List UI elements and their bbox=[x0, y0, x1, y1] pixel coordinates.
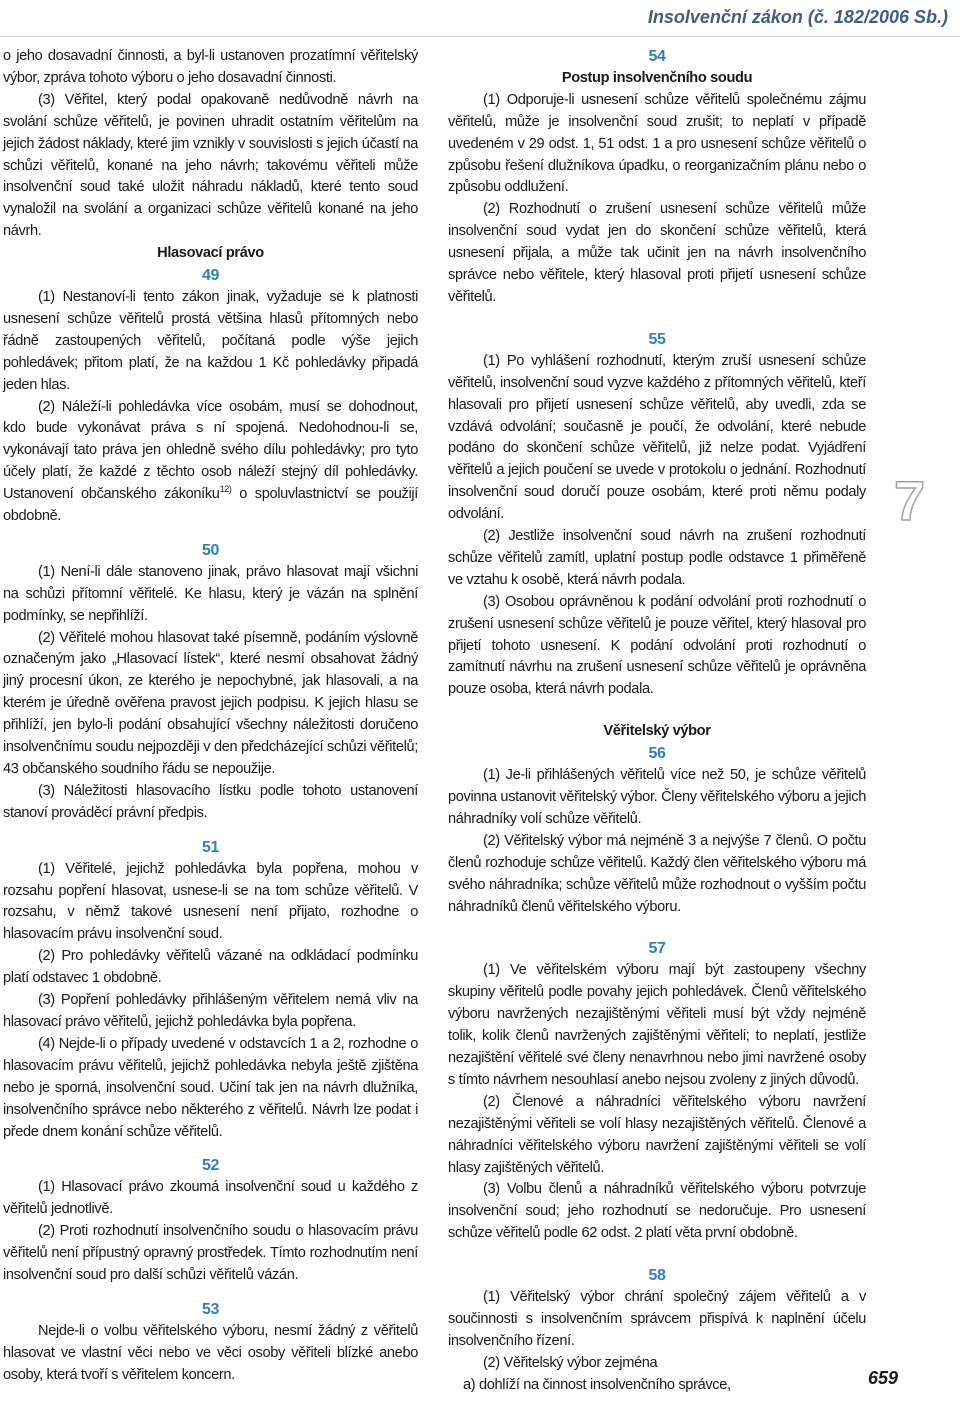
paragraph: (2) Věřitelé mohou hlasovat také písemně, podáním výslovně označeným jako „Hlasovací lístek“, které nesmí obsahovat žádný jiný procesní úkon, ze kterého je nepochybné, jak hlasovali, a na kterém je úředně ověřena pravost jejich podpisu. K jejich hlasu se přihlíží, jen bylo-li podání obsahující všechny náležitosti doručeno insolvenčnímu soudu nejpozději v den předcházející schůzi věřitelů; 43 občanského soudního řádu se nepoužije. bbox=[3, 629, 418, 777]
paragraph: (2) Věřitelský výbor zejména bbox=[483, 1354, 658, 1371]
section-number: 57 bbox=[648, 940, 666, 958]
section-number: 51 bbox=[201, 838, 220, 856]
paragraph: (4) Nejde-li o případy uvedené v odstavcích 1 a 2, rozhodne o hlasovacím právu věřitelů, jejichž pohledávka nebyla ještě zjištěna nebo je sporná, insolvenční soud. Učiní tak jen na návrh dlužníka, insolvenčního správce nebo některého z věřitelů. Návrh lze podat i přede dnem konání schůze věřitelů. bbox=[3, 1035, 418, 1140]
left-column bbox=[3, 46, 418, 1386]
section-heading: Postup insolvenčního soudu bbox=[561, 69, 753, 86]
paragraph: (1) Není-li dále stanoveno jinak, právo hlasovat mají všichni na schůzi přítomní věřitelé. Ke hlasu, který je vázán na splnění podmínky, se nepřihlíží. bbox=[3, 563, 418, 624]
paragraph: (3) Volbu členů a náhradníků věřitelského výboru potvrzuje insolvenční soud; jeho rozhodnutí se nedoručuje. Pro usnesení schůze věřitelů podle 62 odst. 2 platí věta první obdobně. bbox=[448, 1181, 866, 1242]
chapter-marker: 7 bbox=[894, 469, 926, 532]
paragraph: (1) Věřitelský výbor chrání společný zájem věřitelů a v součinnosti s insolvenčním správcem přispívá k naplnění účelu insolvenčního řízení. bbox=[448, 1289, 866, 1349]
paragraph: (2) Proti rozhodnutí insolvenčního soudu o hlasovacím právu věřitelů není přípustný opravný prostředek. Tímto rozhodnutím není insolvenční soud pro další schůzi věřitelů vázán. bbox=[3, 1223, 418, 1283]
section-number: 56 bbox=[648, 745, 666, 763]
paragraph: (1) Ve věřitelském výboru mají být zastoupeny všechny skupiny věřitelů podle povahy jejich pohledávek. Členů věřitelského výboru navržených nezajištěnými věřiteli musí být vždy nejméně tolik, kolik členů navržených zajištěnými věřiteli; to neplatí, jestliže nezajištění věřitelé své členy nenavrhnou nebo jimi navržené osoby s tímto návrhem nesouhlasí anebo nejsou zvoleny z jiných důvodů. bbox=[448, 962, 866, 1088]
paragraph: (1) Odporuje-li usnesení schůze věřitelů společnému zájmu věřitelů, může je insolvenční soud zrušit; to neplatí v případě uvedeném v 29 odst. 1, 51 odst. 1 a pro usnesení schůze věřitelů o způsobu řešení dlužníkova úpadku, o reorganizačním plánu nebo o způsobu oddlužení. bbox=[448, 91, 866, 196]
paragraph: (2) Rozhodnutí o zrušení usnesení schůze věřitelů může insolvenční soud vydat jen do skončení schůze věřitelů, která usnesení přijala, a může tak učinit jen na návrh insolvenčního správce nebo věřitele, který hlasoval proti přijetí usnesení schůze věřitelů. bbox=[448, 201, 866, 305]
header-rule bbox=[0, 36, 960, 37]
paragraph-text: o spoluvlastnictví se použijí obdobně. bbox=[3, 486, 418, 525]
paragraph: (3) Náležitosti hlasovacího lístku podle tohoto ustanovení stanoví prováděcí právní předpis. bbox=[3, 782, 418, 821]
right-column bbox=[448, 46, 866, 1397]
paragraph: (1) Je-li přihlášených věřitelů více než 50, je schůze věřitelů povinna ustanovit věřitelský výbor. Členy věřitelského výboru a jejich náhradníky volí schůze věřitelů. bbox=[448, 767, 866, 827]
running-head-title: Insolvenční zákon (č. 182/2006 Sb.) bbox=[647, 7, 948, 27]
section-number: 50 bbox=[201, 541, 220, 559]
section-number: 49 bbox=[201, 267, 220, 285]
paragraph-text: (2) Náleží-li pohledávka více osobám, musí se dohodnout, kdo bude vykonávat práva s ní spojená. Nedohodnou-li se, vykonávají tato práva jen ohledně svého dílu pohledávky; pro tyto účely platí, že každé z těchto osob náleží stejný díl pohledávky. Ustanovení občanského zákoníku bbox=[3, 398, 418, 503]
footnote-ref: 12) bbox=[219, 484, 232, 495]
paragraph: (2) Členové a náhradníci věřitelského výboru navržení nezajištěnými věřiteli se volí hlasy nezajištěných věřitelů. Členové a náhradníci věřitelského výboru navržení zajištěnými věřiteli se volí hlasy zajištěných věřitelů. bbox=[448, 1093, 866, 1176]
section-number: 55 bbox=[648, 330, 666, 348]
paragraph: (1) Po vyhlášení rozhodnutí, kterým zruší usnesení schůze věřitelů, insolvenční soud vyzve každého z přítomných věřitelů, kteří hlasovali pro přijetí usnesení schůze věřitelů, aby uvedli, zda se vzdává odvolání; současně je poučí, že odvolání, které nebude podáno do skončení schůze věřitelů, již nelze podat. Vyjádření věřitelů a jejich poučení se uvede v protokolu o jednání. Rozhodnutí insolvenční soud doručí pouze osobám, které proti němu podaly odvolání. bbox=[448, 352, 866, 523]
section-heading: Hlasovací právo bbox=[157, 245, 264, 262]
paragraph: (2) Věřitelský výbor má nejméně 3 a nejvýše 7 členů. O počtu členů rozhoduje schůze věřitelů. Každý člen věřitelského výboru má svého náhradníka; schůze věřitelů může rozhodnout o vyšším počtu náhradníků členů věřitelského výboru. bbox=[448, 832, 866, 915]
paragraph: o jeho dosavadní činnosti, a byl-li ustanoven prozatímní věřitelský výbor, zpráva tohoto výboru o jeho dosavadní činnosti. bbox=[3, 48, 418, 86]
paragraph: (1) Věřitelé, jejichž pohledávka byla popřena, mohou v rozsahu popření hlasovat, usnese-li se na tom schůze věřitelů. V rozsahu, v němž takové usnesení není přijato, rozhodne o hlasovacím právu insolvenční soud. bbox=[3, 860, 418, 943]
section-number: 53 bbox=[201, 1300, 220, 1318]
section-number: 54 bbox=[648, 48, 666, 65]
paragraph: (1) Nestanoví-li tento zákon jinak, vyžaduje se k platnosti usnesení schůze věřitelů prostá většina hlasů přítomných nebo řádně zastoupených věřitelů, počítaná podle výše jejich pohledávek; přitom platí, že na každou 1 Kč pohledávky připadá jeden hlas. bbox=[3, 288, 418, 393]
paragraph: (3) Osobou oprávněnou k podání odvolání proti rozhodnutí o zrušení usnesení schůze věřitelů je pouze věřitel, který hlasoval pro přijetí tohoto usnesení. K podání odvolání proti rozhodnutí o zamítnutí návrhu na zrušení usnesení schůze věřitelů je oprávněna pouze osoba, která návrh podala. bbox=[448, 593, 866, 698]
paragraph: (2) Pro pohledávky věřitelů vázané na odkládací podmínku platí odstavec 1 obdobně. bbox=[3, 948, 418, 987]
section-number: 58 bbox=[648, 1267, 666, 1285]
section-heading: Věřitelský výbor bbox=[603, 723, 711, 740]
paragraph: (3) Věřitel, který podal opakovaně nedůvodně návrh na svolání schůze věřitelů, je povinen uhradit ostatním věřitelům na jejich žádost náklady, které jim vznikly v souvislosti s jejich účastí na schůzi věřitelů, konané na jeho návrh; takovému věřiteli může insolvenční soud také uložit náhradu nákladů, které tento soud vynaložil na svolání a organizaci schůze věřitelů konané na jeho návrh. bbox=[3, 91, 418, 240]
list-item: a) dohlíží na činnost insolvenčního správce, bbox=[463, 1376, 731, 1393]
paragraph: (2) Jestliže insolvenční soud návrh na zrušení rozhodnutí schůze věřitelů zamítl, uplatní postup podle odstavce 1 přiměřeně ve vztahu k osobě, která návrh podala. bbox=[448, 528, 866, 588]
paragraph: (1) Hlasovací právo zkoumá insolvenční soud u každého z věřitelů jednotlivě. bbox=[3, 1179, 418, 1218]
paragraph bbox=[3, 397, 418, 528]
paragraph: Nejde-li o volbu věřitelského výboru, nesmí žádný z věřitelů hlasovat ve vlastní věci nebo ve věci osoby věřiteli blízké anebo osoby, která tvoří s věřitelem koncern. bbox=[3, 1322, 418, 1383]
section-number: 52 bbox=[201, 1157, 220, 1175]
page-number: 659 bbox=[867, 1368, 898, 1388]
paragraph: (3) Popření pohledávky přihlášeným věřitelem nemá vliv na hlasovací právo věřitelů, jejichž pohledávka byla popřena. bbox=[3, 992, 418, 1030]
